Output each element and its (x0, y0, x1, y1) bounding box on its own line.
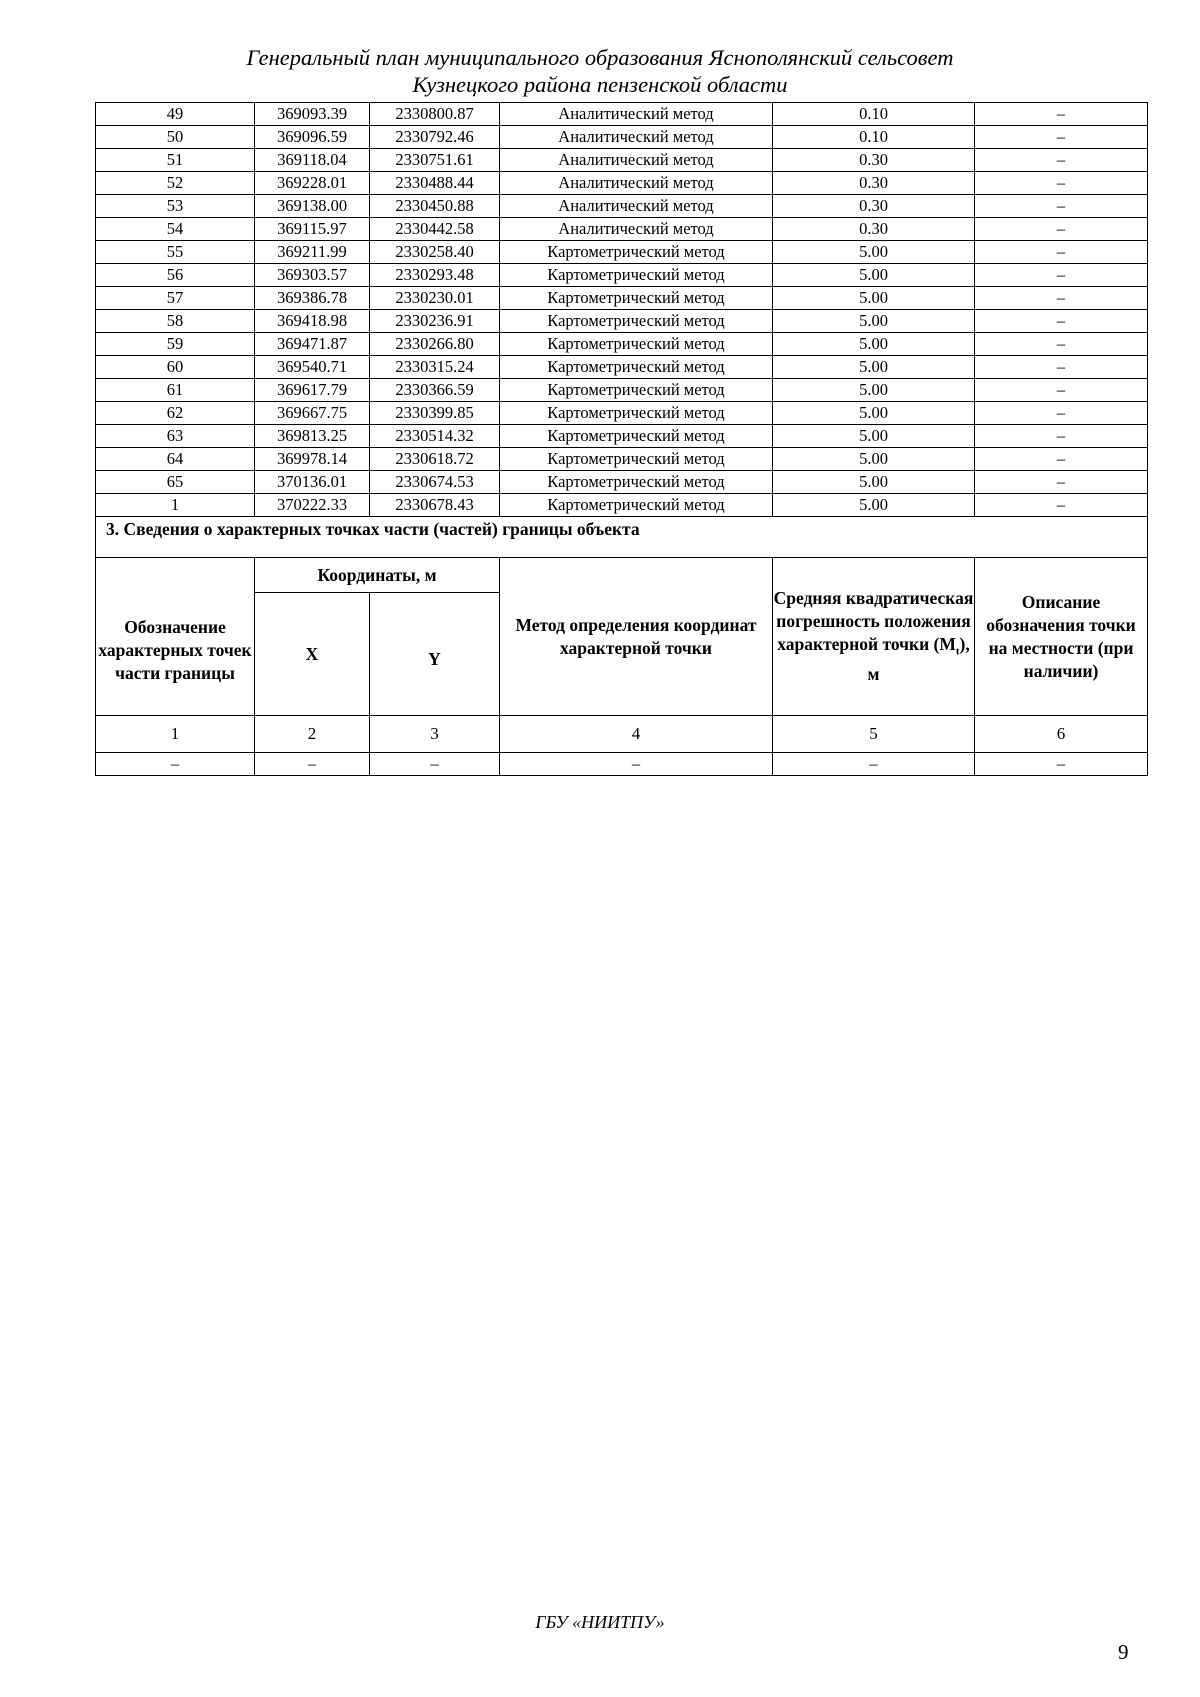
header-line-2: Кузнецкого района пензенской области (412, 72, 788, 97)
col-coords-header: Координаты, м (255, 558, 500, 593)
point-number-cell: 60 (96, 356, 255, 379)
empty-cell: – (975, 753, 1148, 776)
table-row (96, 448, 1148, 471)
error-cell: 5.00 (773, 402, 975, 425)
coordinates-table-body (96, 103, 1148, 517)
page-number: 9 (1118, 1640, 1129, 1664)
description-cell: – (975, 149, 1148, 172)
empty-cell: – (96, 753, 255, 776)
column-number: 3 (370, 716, 500, 753)
method-cell: Аналитический метод (500, 195, 773, 218)
x-coordinate-cell: 369211.99 (255, 241, 370, 264)
method-cell: Картометрический метод (500, 448, 773, 471)
error-cell: 5.00 (773, 494, 975, 517)
point-number-cell: 62 (96, 402, 255, 425)
point-number-cell: 65 (96, 471, 255, 494)
method-cell: Картометрический метод (500, 333, 773, 356)
error-cell: 5.00 (773, 333, 975, 356)
method-cell: Аналитический метод (500, 172, 773, 195)
y-coordinate-cell: 2330230.01 (370, 287, 500, 310)
error-cell: 5.00 (773, 287, 975, 310)
error-cell: 0.30 (773, 218, 975, 241)
table-row (96, 103, 1148, 126)
table-row (96, 264, 1148, 287)
point-number-cell: 56 (96, 264, 255, 287)
error-cell: 0.10 (773, 103, 975, 126)
point-number-cell: 57 (96, 287, 255, 310)
table-row (96, 402, 1148, 425)
description-cell: – (975, 448, 1148, 471)
description-cell: – (975, 103, 1148, 126)
error-cell: 0.10 (773, 126, 975, 149)
method-cell: Картометрический метод (500, 264, 773, 287)
error-cell: 5.00 (773, 425, 975, 448)
x-coordinate-cell: 369093.39 (255, 103, 370, 126)
point-number-cell: 58 (96, 310, 255, 333)
column-number: 1 (96, 716, 255, 753)
x-coordinate-cell: 369813.25 (255, 425, 370, 448)
point-number-cell: 51 (96, 149, 255, 172)
point-number-cell: 1 (96, 494, 255, 517)
col-error-header-unit: ), м (867, 633, 970, 685)
document-footer: ГБУ «НИИТПУ» (535, 1612, 665, 1632)
point-number-cell: 59 (96, 333, 255, 356)
y-coordinate-cell: 2330315.24 (370, 356, 500, 379)
x-coordinate-cell: 369617.79 (255, 379, 370, 402)
y-coordinate-cell: 2330751.61 (370, 149, 500, 172)
table-row (96, 149, 1148, 172)
description-cell: – (975, 356, 1148, 379)
description-cell: – (975, 402, 1148, 425)
description-cell: – (975, 287, 1148, 310)
column-numbers-row (96, 716, 1148, 753)
point-number-cell: 61 (96, 379, 255, 402)
description-cell: – (975, 471, 1148, 494)
y-coordinate-cell: 2330293.48 (370, 264, 500, 287)
point-number-cell: 63 (96, 425, 255, 448)
description-cell: – (975, 195, 1148, 218)
section-3-title: 3. Сведения о характерных точках части (частей) границы объекта (96, 517, 1148, 558)
column-number: 5 (773, 716, 975, 753)
method-cell: Картометрический метод (500, 310, 773, 333)
point-number-cell: 52 (96, 172, 255, 195)
error-cell: 5.00 (773, 448, 975, 471)
x-coordinate-cell: 370136.01 (255, 471, 370, 494)
description-cell: – (975, 310, 1148, 333)
y-coordinate-cell: 2330514.32 (370, 425, 500, 448)
method-cell: Картометрический метод (500, 379, 773, 402)
col-error-subscript: t (955, 645, 960, 658)
error-cell: 5.00 (773, 379, 975, 402)
document-header (0, 44, 1200, 98)
method-cell: Картометрический метод (500, 402, 773, 425)
column-number: 6 (975, 716, 1148, 753)
y-coordinate-cell: 2330792.46 (370, 126, 500, 149)
y-coordinate-cell: 2330258.40 (370, 241, 500, 264)
method-cell: Аналитический метод (500, 149, 773, 172)
empty-cell: – (773, 753, 975, 776)
x-coordinate-cell: 369118.04 (255, 149, 370, 172)
point-number-cell: 53 (96, 195, 255, 218)
col-error-header (773, 558, 975, 716)
table-row (96, 356, 1148, 379)
method-cell: Картометрический метод (500, 356, 773, 379)
y-coordinate-cell: 2330236.91 (370, 310, 500, 333)
x-coordinate-cell: 369228.01 (255, 172, 370, 195)
table-row (96, 218, 1148, 241)
error-cell: 5.00 (773, 356, 975, 379)
header-line-1: Генеральный план муниципального образования Яснополянский сельсовет (246, 45, 954, 70)
description-cell: – (975, 425, 1148, 448)
description-cell: – (975, 172, 1148, 195)
point-number-cell: 50 (96, 126, 255, 149)
method-cell: Аналитический метод (500, 103, 773, 126)
x-coordinate-cell: 369386.78 (255, 287, 370, 310)
y-coordinate-cell: 2330366.59 (370, 379, 500, 402)
description-cell: – (975, 126, 1148, 149)
x-coordinate-cell: 369418.98 (255, 310, 370, 333)
x-coordinate-cell: 369540.71 (255, 356, 370, 379)
error-cell: 0.30 (773, 149, 975, 172)
empty-cell: – (500, 753, 773, 776)
coordinates-table (95, 102, 1148, 776)
method-cell: Аналитический метод (500, 218, 773, 241)
table-row (96, 287, 1148, 310)
x-coordinate-cell: 369303.57 (255, 264, 370, 287)
method-cell: Картометрический метод (500, 241, 773, 264)
column-number: 4 (500, 716, 773, 753)
section-3 (96, 517, 1148, 776)
x-coordinate-cell: 369667.75 (255, 402, 370, 425)
y-coordinate-cell: 2330266.80 (370, 333, 500, 356)
method-cell: Аналитический метод (500, 126, 773, 149)
empty-data-row (96, 753, 1148, 776)
error-cell: 0.30 (773, 195, 975, 218)
error-cell: 5.00 (773, 264, 975, 287)
col-y-header: Y (370, 593, 500, 716)
x-coordinate-cell: 369115.97 (255, 218, 370, 241)
description-cell: – (975, 333, 1148, 356)
table-row (96, 425, 1148, 448)
description-cell: – (975, 494, 1148, 517)
x-coordinate-cell: 369096.59 (255, 126, 370, 149)
table-row (96, 494, 1148, 517)
table-row (96, 195, 1148, 218)
table-row (96, 333, 1148, 356)
y-coordinate-cell: 2330678.43 (370, 494, 500, 517)
y-coordinate-cell: 2330674.53 (370, 471, 500, 494)
error-cell: 0.30 (773, 172, 975, 195)
table-row (96, 172, 1148, 195)
column-number: 2 (255, 716, 370, 753)
point-number-cell: 55 (96, 241, 255, 264)
y-coordinate-cell: 2330399.85 (370, 402, 500, 425)
method-cell: Картометрический метод (500, 494, 773, 517)
description-cell: – (975, 379, 1148, 402)
error-cell: 5.00 (773, 310, 975, 333)
table-row (96, 126, 1148, 149)
method-cell: Картометрический метод (500, 471, 773, 494)
method-cell: Картометрический метод (500, 287, 773, 310)
table-row (96, 471, 1148, 494)
point-number-cell: 64 (96, 448, 255, 471)
table-row (96, 241, 1148, 264)
empty-cell: – (255, 753, 370, 776)
col-method-header: Метод определения координат характерной точки (500, 558, 773, 716)
col-designation-header: Обозначение характерных точек части границы (96, 558, 255, 716)
error-cell: 5.00 (773, 471, 975, 494)
method-cell: Картометрический метод (500, 425, 773, 448)
x-coordinate-cell: 370222.33 (255, 494, 370, 517)
empty-cell: – (370, 753, 500, 776)
y-coordinate-cell: 2330800.87 (370, 103, 500, 126)
y-coordinate-cell: 2330488.44 (370, 172, 500, 195)
x-coordinate-cell: 369471.87 (255, 333, 370, 356)
y-coordinate-cell: 2330450.88 (370, 195, 500, 218)
point-number-cell: 49 (96, 103, 255, 126)
point-number-cell: 54 (96, 218, 255, 241)
x-coordinate-cell: 369138.00 (255, 195, 370, 218)
x-coordinate-cell: 369978.14 (255, 448, 370, 471)
table-row (96, 310, 1148, 333)
description-cell: – (975, 241, 1148, 264)
y-coordinate-cell: 2330442.58 (370, 218, 500, 241)
col-error-header-text: Средняя квадратическая погрешность положения характерной точки (M (773, 587, 974, 654)
description-cell: – (975, 264, 1148, 287)
col-description-header: Описание обозначения точки на местности (при наличии) (975, 558, 1148, 716)
table-row (96, 379, 1148, 402)
description-cell: – (975, 218, 1148, 241)
col-x-header: X (255, 593, 370, 716)
y-coordinate-cell: 2330618.72 (370, 448, 500, 471)
error-cell: 5.00 (773, 241, 975, 264)
